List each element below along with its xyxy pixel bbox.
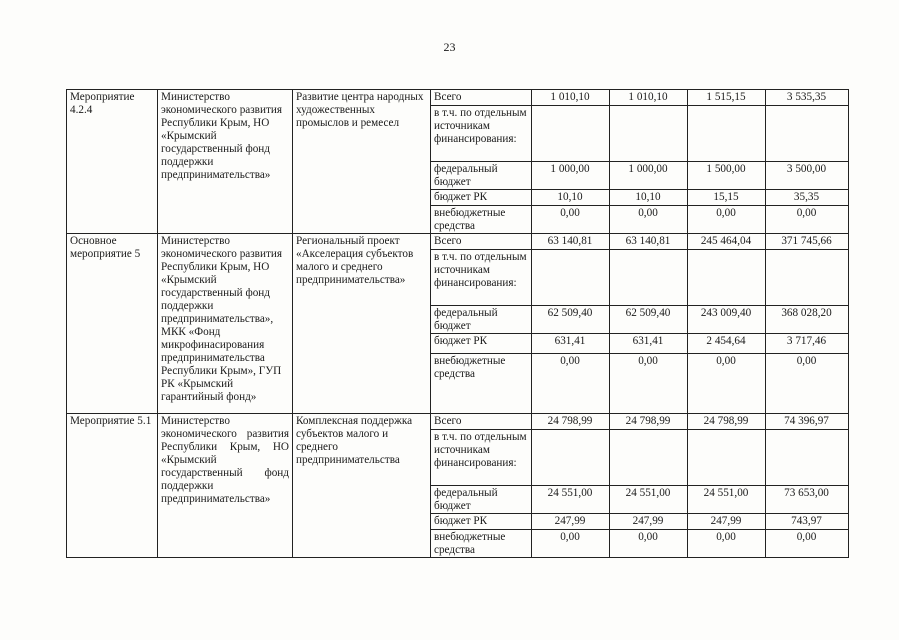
table-row [67,90,849,106]
value-cell: 0,00 [766,354,849,414]
value-cell [532,430,610,486]
source-cell: федеральный бюджет [431,162,532,190]
value-cell: 371 745,66 [766,234,849,250]
value-cell: 62 509,40 [532,306,610,334]
value-cell: 63 140,81 [532,234,610,250]
value-cell: 0,00 [532,206,610,234]
value-cell [688,430,766,486]
value-cell: 3 717,46 [766,334,849,354]
source-cell: Всего [431,234,532,250]
source-cell: бюджет РК [431,190,532,206]
value-cell: 74 396,97 [766,414,849,430]
value-cell: 3 500,00 [766,162,849,190]
executor-cell: Министерство экономического развития Республики Крым, НО «Крымский государственный фонд поддержки предпринимательства», МКК «Фонд микрофинасирования предпринимательства Республики Крым», ГУП РК «Крымский гарантийный фонд» [158,234,293,414]
value-cell: 631,41 [610,334,688,354]
measure-cell: Мероприятие 4.2.4 [67,90,158,234]
value-cell [766,430,849,486]
value-cell: 1 010,10 [532,90,610,106]
value-cell: 62 509,40 [610,306,688,334]
source-cell: внебюджетные средства [431,206,532,234]
value-cell: 247,99 [688,514,766,530]
value-cell: 1 515,15 [688,90,766,106]
value-cell: 0,00 [688,354,766,414]
source-cell: в т.ч. по отдельным источникам финансирования: [431,430,532,486]
source-cell: бюджет РК [431,334,532,354]
value-cell: 243 009,40 [688,306,766,334]
value-cell: 10,10 [532,190,610,206]
value-cell: 24 798,99 [610,414,688,430]
table-row [67,414,849,430]
value-cell: 24 798,99 [688,414,766,430]
value-cell: 0,00 [610,530,688,558]
page-number: 23 [443,40,456,54]
value-cell: 0,00 [532,354,610,414]
value-cell: 1 500,00 [688,162,766,190]
value-cell: 0,00 [688,530,766,558]
value-cell: 743,97 [766,514,849,530]
value-cell [766,106,849,162]
value-cell [688,250,766,306]
value-cell: 24 551,00 [532,486,610,514]
value-cell [766,250,849,306]
value-cell [610,430,688,486]
value-cell: 0,00 [610,206,688,234]
value-cell: 631,41 [532,334,610,354]
value-cell: 24 798,99 [532,414,610,430]
source-cell: бюджет РК [431,514,532,530]
measure-cell: Мероприятие 5.1 [67,414,158,558]
value-cell: 73 653,00 [766,486,849,514]
value-cell: 1 000,00 [532,162,610,190]
project-cell: Комплексная поддержка субъектов малого и среднего предпринимательства [293,414,431,558]
table-row [67,234,849,250]
source-cell: в т.ч. по отдельным источникам финансирования: [431,250,532,306]
value-cell: 2 454,64 [688,334,766,354]
source-cell: внебюджетные средства [431,354,532,414]
value-cell [610,106,688,162]
source-cell: в т.ч. по отдельным источникам финансирования: [431,106,532,162]
financing-table [66,89,849,558]
value-cell [610,250,688,306]
value-cell: 1 010,10 [610,90,688,106]
project-cell: Развитие центра народных художественных промыслов и ремесел [293,90,431,234]
value-cell [532,106,610,162]
value-cell: 63 140,81 [610,234,688,250]
source-cell: федеральный бюджет [431,486,532,514]
value-cell: 24 551,00 [610,486,688,514]
value-cell: 0,00 [688,206,766,234]
value-cell: 3 535,35 [766,90,849,106]
value-cell: 247,99 [610,514,688,530]
value-cell [688,106,766,162]
value-cell: 0,00 [532,530,610,558]
source-cell: внебюджетные средства [431,530,532,558]
value-cell: 15,15 [688,190,766,206]
executor-cell: Министерство экономического развития Республики Крым, НО «Крымский государственный фонд поддержки предпринимательства» [158,414,293,558]
value-cell: 10,10 [610,190,688,206]
value-cell: 247,99 [532,514,610,530]
value-cell: 0,00 [766,530,849,558]
value-cell [532,250,610,306]
executor-cell: Министерство экономического развития Республики Крым, НО «Крымский государственный фонд поддержки предпринимательства» [158,90,293,234]
value-cell: 0,00 [766,206,849,234]
value-cell: 35,35 [766,190,849,206]
measure-cell: Основное мероприятие 5 [67,234,158,414]
value-cell: 24 551,00 [688,486,766,514]
project-cell: Региональный проект «Акселерация субъектов малого и среднего предпринимательства» [293,234,431,414]
source-cell: Всего [431,414,532,430]
source-cell: Всего [431,90,532,106]
value-cell: 0,00 [610,354,688,414]
source-cell: федеральный бюджет [431,306,532,334]
value-cell: 245 464,04 [688,234,766,250]
value-cell: 1 000,00 [610,162,688,190]
value-cell: 368 028,20 [766,306,849,334]
